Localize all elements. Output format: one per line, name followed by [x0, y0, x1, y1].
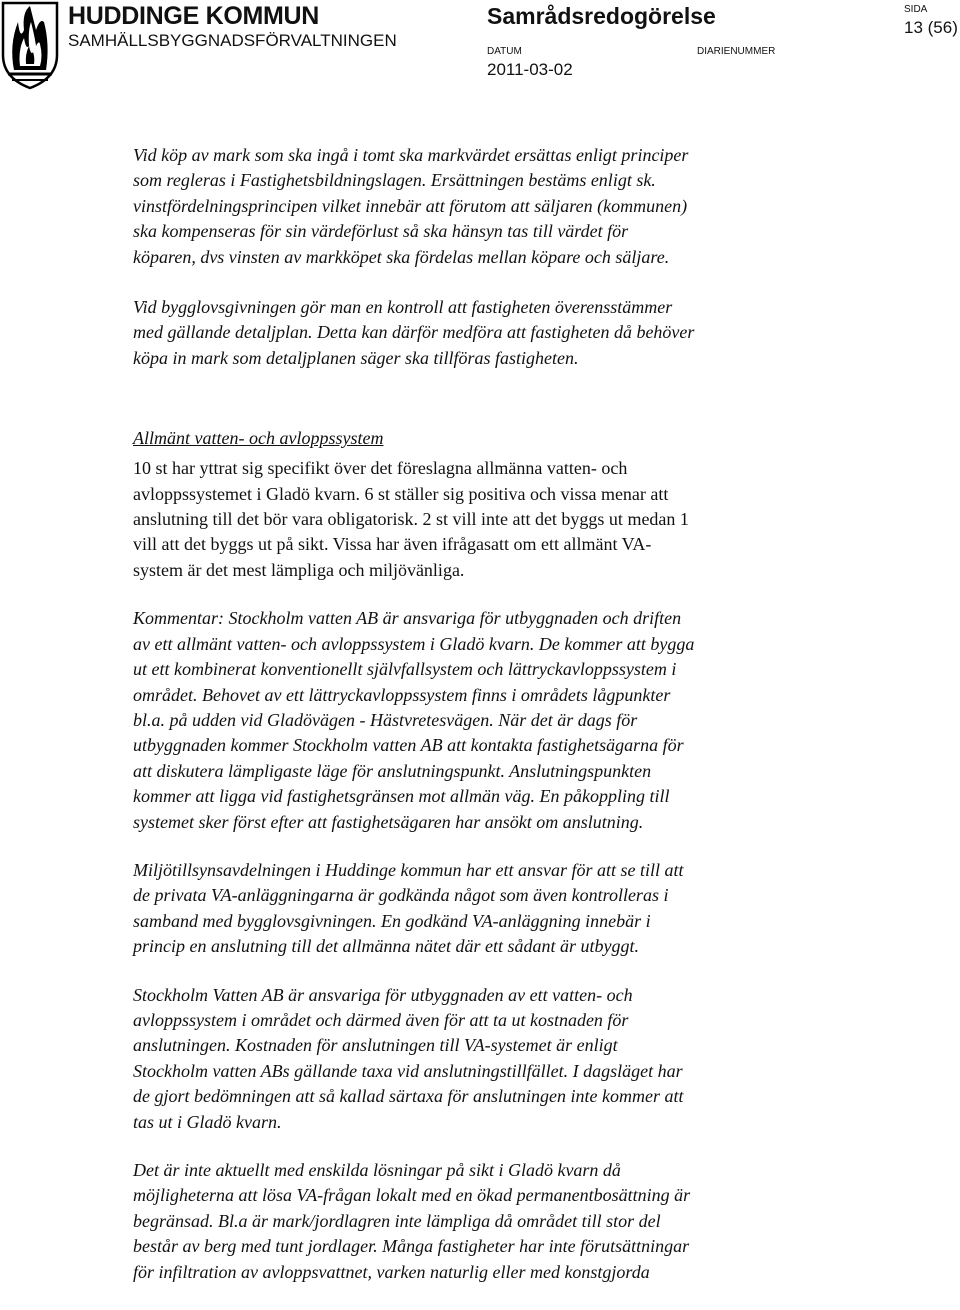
- page-label: SIDA: [904, 4, 928, 15]
- paragraph-individual-solutions: Det är inte aktuellt med enskilda lösningar på sikt i Gladö kvarn då möjligheterna att lösa VA-frågan lokalt med en ökad permanentbosättning är begränsad. Bl.a är mark/jordlagren inte lämpliga då området till stor del består av berg med tunt jordlager. Många fastigheter har inte förutsättningar för infiltration av avloppsvattnet, varken naturlig eller med konstgjorda: [133, 1160, 691, 1282]
- date-label: DATUM: [487, 46, 522, 57]
- organization-department: SAMHÄLLSBYGGNADSFÖRVALTNINGEN: [68, 31, 397, 50]
- page-header: [0, 0, 960, 90]
- paragraph-environmental-supervision: Miljötillsynsavdelningen i Huddinge kommun har ett ansvar för att se till att de privata VA-anläggningarna är godkända något som även kontrolleras i samband med bygglovsgivningen. En godkänd VA-anläggning innebär i princip en anslutning till det allmänna nätet där ett sådant är utbyggt.: [133, 859, 684, 957]
- paragraph-land-compensation: Vid köp av mark som ska ingå i tomt ska markvärdet ersättas enligt principer som regleras i Fastighetsbildningslagen. Ersättningen bestäms enligt sk. vinstfördelningsprincipen vilket innebär att förutom att säljaren (kommunen) ska kompenseras för sin värdeförlust så ska hänsyn tas till värdet för köparen, dvs vinsten av markköpet ska fördelas mellan köpare och säljare.: [133, 145, 689, 267]
- document-body: [133, 143, 833, 1310]
- paragraph-comment-stockholm-vatten: Kommentar: Stockholm vatten AB är ansvariga för utbyggnaden och driften av ett allmänt vatten- och avloppssystem i Gladö kvarn. De kommer att bygga ut ett kombinerat konventionellt självfallsystem och lättryckavloppssystem i området. Behovet av ett lättryckavloppssystem finns i områdets lågpunkter bl.a. på udden vid Gladövägen - Hästvretesvägen. När det är dags för utbyggnaden kommer Stockholm vatten AB att kontakta fastighetsägarna för att diskutera lämpligaste läge för anslutningspunkt. Anslutningspunkten kommer att ligga vid fastighetsgränsen mot allmän väg. En påkoppling till systemet sker först efter att fastighetsägaren har ansökt om anslutning.: [133, 608, 695, 832]
- page-number: 13 (56): [904, 18, 958, 37]
- date-value: 2011-03-02: [487, 60, 573, 79]
- paragraph-building-permit: Vid bygglovsgivningen gör man en kontroll att fastigheten överensstämmer med gällande detaljplan. Detta kan därför medföra att fastigheten då behöver köpa in mark som detaljplanen säger ska tillföras fastigheten.: [133, 297, 695, 368]
- paragraph-connection-cost: Stockholm Vatten AB är ansvariga för utbyggnaden av ett vatten- och avloppssystem i området och därmed även för att ta ut kostnaden för anslutningen. Kostnaden för anslutningen till VA-systemet är enligt Stockholm vatten ABs gällande taxa vid anslutningstillfället. I dagsläget har de gjort bedömningen att så kallad särtaxa för anslutningen inte kommer att tas ut i Gladö kvarn.: [133, 984, 684, 1132]
- paragraph-opinions-summary: 10 st har yttrat sig specifikt över det föreslagna allmänna vatten- och avloppssystemet i Gladö kvarn. 6 st ställer sig positiva och vissa menar att anslutning till det bör vara obligatorisk. 2 st vill inte att det byggs ut medan 1 vill att det byggs ut på sikt. Vissa har även ifrågasatt om ett allmänt VA- system är det mest lämpliga och miljövänliga.: [133, 458, 689, 580]
- organization-name: HUDDINGE KOMMUN: [68, 2, 320, 30]
- section-heading: Allmänt vatten- och avloppssystem: [133, 428, 384, 449]
- reference-number-label: DIARIENUMMER: [697, 46, 776, 57]
- municipal-crest-icon: [0, 0, 60, 90]
- document-type: Samrådsredogörelse: [487, 3, 716, 29]
